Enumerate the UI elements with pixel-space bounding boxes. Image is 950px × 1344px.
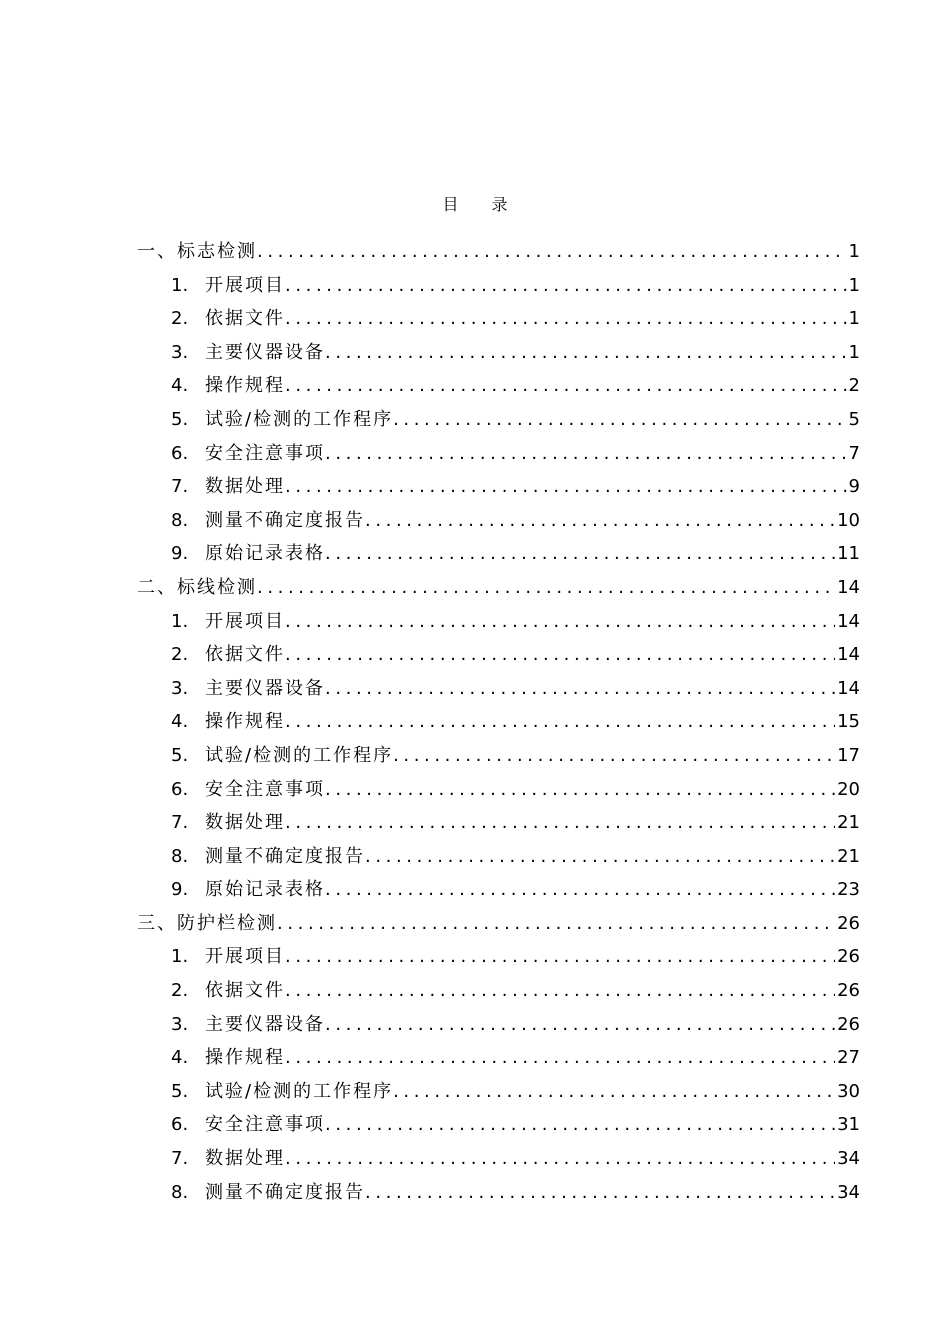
toc-entry-page: 10 [837,509,860,531]
toc-dot-leader [393,403,846,437]
toc-dot-leader [285,369,847,403]
toc-entry-number: 9. [171,879,189,901]
toc-dot-leader [325,873,835,907]
toc-entry-label: 操作规程 [205,711,285,733]
toc-dot-leader [393,1075,835,1109]
toc-entry[interactable] [137,437,860,471]
toc-entry-number: 2. [171,980,189,1002]
toc-entry-page: 14 [837,677,860,699]
toc-entry[interactable] [137,504,860,538]
toc-entry-number: 4. [171,375,189,397]
toc-entry[interactable] [137,806,860,840]
toc-entry-label: 主要仪器设备 [205,677,325,699]
toc-entry[interactable] [137,470,860,504]
toc-entry[interactable] [137,1108,860,1142]
toc-entry-label: 依据文件 [205,980,285,1002]
toc-entry-page: 1 [848,341,860,363]
toc-entry-number: 2. [171,308,189,330]
toc-entry-label: 测量不确定度报告 [205,845,365,867]
toc-dot-leader [325,773,835,807]
toc-entry-label: 开展项目 [205,274,285,296]
toc-entry-label: 依据文件 [205,644,285,666]
toc-entry-page: 31 [837,1114,860,1136]
toc-entry[interactable] [137,739,860,773]
toc-entry-page: 14 [837,644,860,666]
toc-entry-number: 6. [171,1114,189,1136]
toc-entry-page: 34 [837,1181,860,1203]
toc-entry-label: 一、标志检测 [137,241,257,262]
toc-entry-page: 26 [837,980,860,1002]
toc-entry-number: 8. [171,509,189,531]
toc-entry-label: 主要仪器设备 [205,1013,325,1035]
toc-entry-label: 数据处理 [205,1148,285,1170]
toc-entry-page: 21 [837,812,860,834]
toc-entry-label: 依据文件 [205,308,285,330]
toc-entry-number: 9. [171,543,189,565]
toc-entry-page: 7 [848,442,860,464]
toc-dot-leader [365,504,835,538]
toc-entry[interactable] [137,571,860,605]
toc-entry[interactable] [137,403,860,437]
toc-entry[interactable] [137,873,860,907]
toc-dot-leader [277,907,835,941]
toc-entry[interactable] [137,940,860,974]
toc-entry-page: 20 [837,778,860,800]
toc-entry[interactable] [137,773,860,807]
toc-entry-number: 2. [171,644,189,666]
toc-entry-number: 8. [171,845,189,867]
toc-entry-label: 主要仪器设备 [205,341,325,363]
toc-entry-label: 三、防护栏检测 [137,912,277,934]
toc-entry-number: 7. [171,1148,189,1170]
toc-entry-page: 17 [837,744,860,766]
toc-entry[interactable] [137,1176,860,1210]
toc-entry-label: 测量不确定度报告 [205,509,365,531]
toc-entry[interactable] [137,638,860,672]
toc-dot-leader [285,705,835,739]
toc-dot-leader [393,739,835,773]
toc-entry-number: 4. [171,1047,189,1069]
toc-dot-leader [285,806,835,840]
toc-entry-number: 6. [171,442,189,464]
toc-entry-page: 14 [837,576,860,598]
toc-entry-page: 26 [837,1013,860,1035]
toc-dot-leader [285,1142,835,1176]
toc-entry-label: 原始记录表格 [205,879,325,901]
toc-entry[interactable] [137,537,860,571]
toc-entry-page: 5 [848,408,860,430]
toc-entry-page: 34 [837,1148,860,1170]
toc-entry-label: 操作规程 [205,1047,285,1069]
toc-entry-page: 26 [837,912,860,934]
toc-dot-leader [325,336,847,370]
toc-entry[interactable] [137,1142,860,1176]
toc-entry-label: 试验/检测的工作程序 [205,744,394,766]
toc-entry-label: 安全注意事项 [205,1114,325,1136]
toc-entry[interactable] [137,907,860,941]
toc-entry-page: 2 [848,375,860,397]
toc-entry-page: 15 [837,711,860,733]
toc-entry[interactable] [137,235,860,269]
toc-entry-label: 试验/检测的工作程序 [205,408,394,430]
toc-entry-number: 7. [171,476,189,498]
toc-entry[interactable] [137,269,860,303]
toc-dot-leader [285,940,835,974]
toc-entry-number: 4. [171,711,189,733]
toc-entry[interactable] [137,1075,860,1109]
toc-entry-number: 3. [171,677,189,699]
toc-entry[interactable] [137,302,860,336]
toc-entry-number: 3. [171,1013,189,1035]
toc-entry-page: 9 [848,476,860,498]
toc-entry[interactable] [137,1041,860,1075]
toc-entry[interactable] [137,605,860,639]
toc-entry[interactable] [137,1008,860,1042]
toc-entry-label: 试验/检测的工作程序 [205,1080,394,1102]
toc-entry-page: 30 [837,1080,860,1102]
toc-entry-label: 开展项目 [205,610,285,632]
toc-dot-leader [325,537,835,571]
toc-entry-page: 23 [837,879,860,901]
toc-entry[interactable] [137,336,860,370]
toc-entry-label: 测量不确定度报告 [205,1181,365,1203]
toc-dot-leader [285,269,847,303]
toc-entry[interactable] [137,840,860,874]
toc-dot-leader [285,638,835,672]
toc-dot-leader [365,840,835,874]
toc-entry-label: 开展项目 [205,946,285,968]
toc-dot-leader [365,1176,835,1210]
toc-entry-number: 1. [171,946,189,968]
toc-entry-number: 3. [171,341,189,363]
toc-entry-number: 5. [171,408,189,430]
toc-entry-number: 1. [171,610,189,632]
toc-dot-leader [285,1041,835,1075]
toc-entry-number: 7. [171,812,189,834]
toc-dot-leader [285,302,847,336]
toc-entry-page: 1 [848,274,860,296]
toc-entry-label: 数据处理 [205,476,285,498]
toc-dot-leader [325,437,847,471]
toc-entry[interactable] [137,369,860,403]
toc-entry-label: 二、标线检测 [137,576,257,598]
toc-entry-number: 1. [171,274,189,296]
toc-dot-leader [285,470,847,504]
toc-entry-page: 14 [837,610,860,632]
toc-entry-label: 安全注意事项 [205,442,325,464]
toc-dot-leader [325,1008,835,1042]
toc-dot-leader [285,605,835,639]
toc-entry[interactable] [137,705,860,739]
toc-entry-page: 11 [837,543,860,565]
toc-entry-label: 数据处理 [205,812,285,834]
toc-entry[interactable] [137,974,860,1008]
toc-dot-leader [325,1108,835,1142]
toc-entry-page: 1 [848,241,860,262]
toc-title: 目 录 [442,195,522,214]
toc-entry-label: 操作规程 [205,375,285,397]
toc-entry[interactable] [137,672,860,706]
toc-entry-number: 8. [171,1181,189,1203]
toc-dot-leader [257,571,835,605]
toc-entry-label: 安全注意事项 [205,778,325,800]
toc-dot-leader [285,974,835,1008]
toc-entry-number: 6. [171,778,189,800]
toc-list [137,235,860,1209]
toc-entry-number: 5. [171,1080,189,1102]
toc-dot-leader [325,672,835,706]
toc-entry-page: 1 [848,308,860,330]
toc-entry-page: 27 [837,1047,860,1069]
toc-entry-label: 原始记录表格 [205,543,325,565]
toc-dot-leader [257,235,847,269]
toc-entry-number: 5. [171,744,189,766]
toc-entry-page: 21 [837,845,860,867]
toc-entry-page: 26 [837,946,860,968]
